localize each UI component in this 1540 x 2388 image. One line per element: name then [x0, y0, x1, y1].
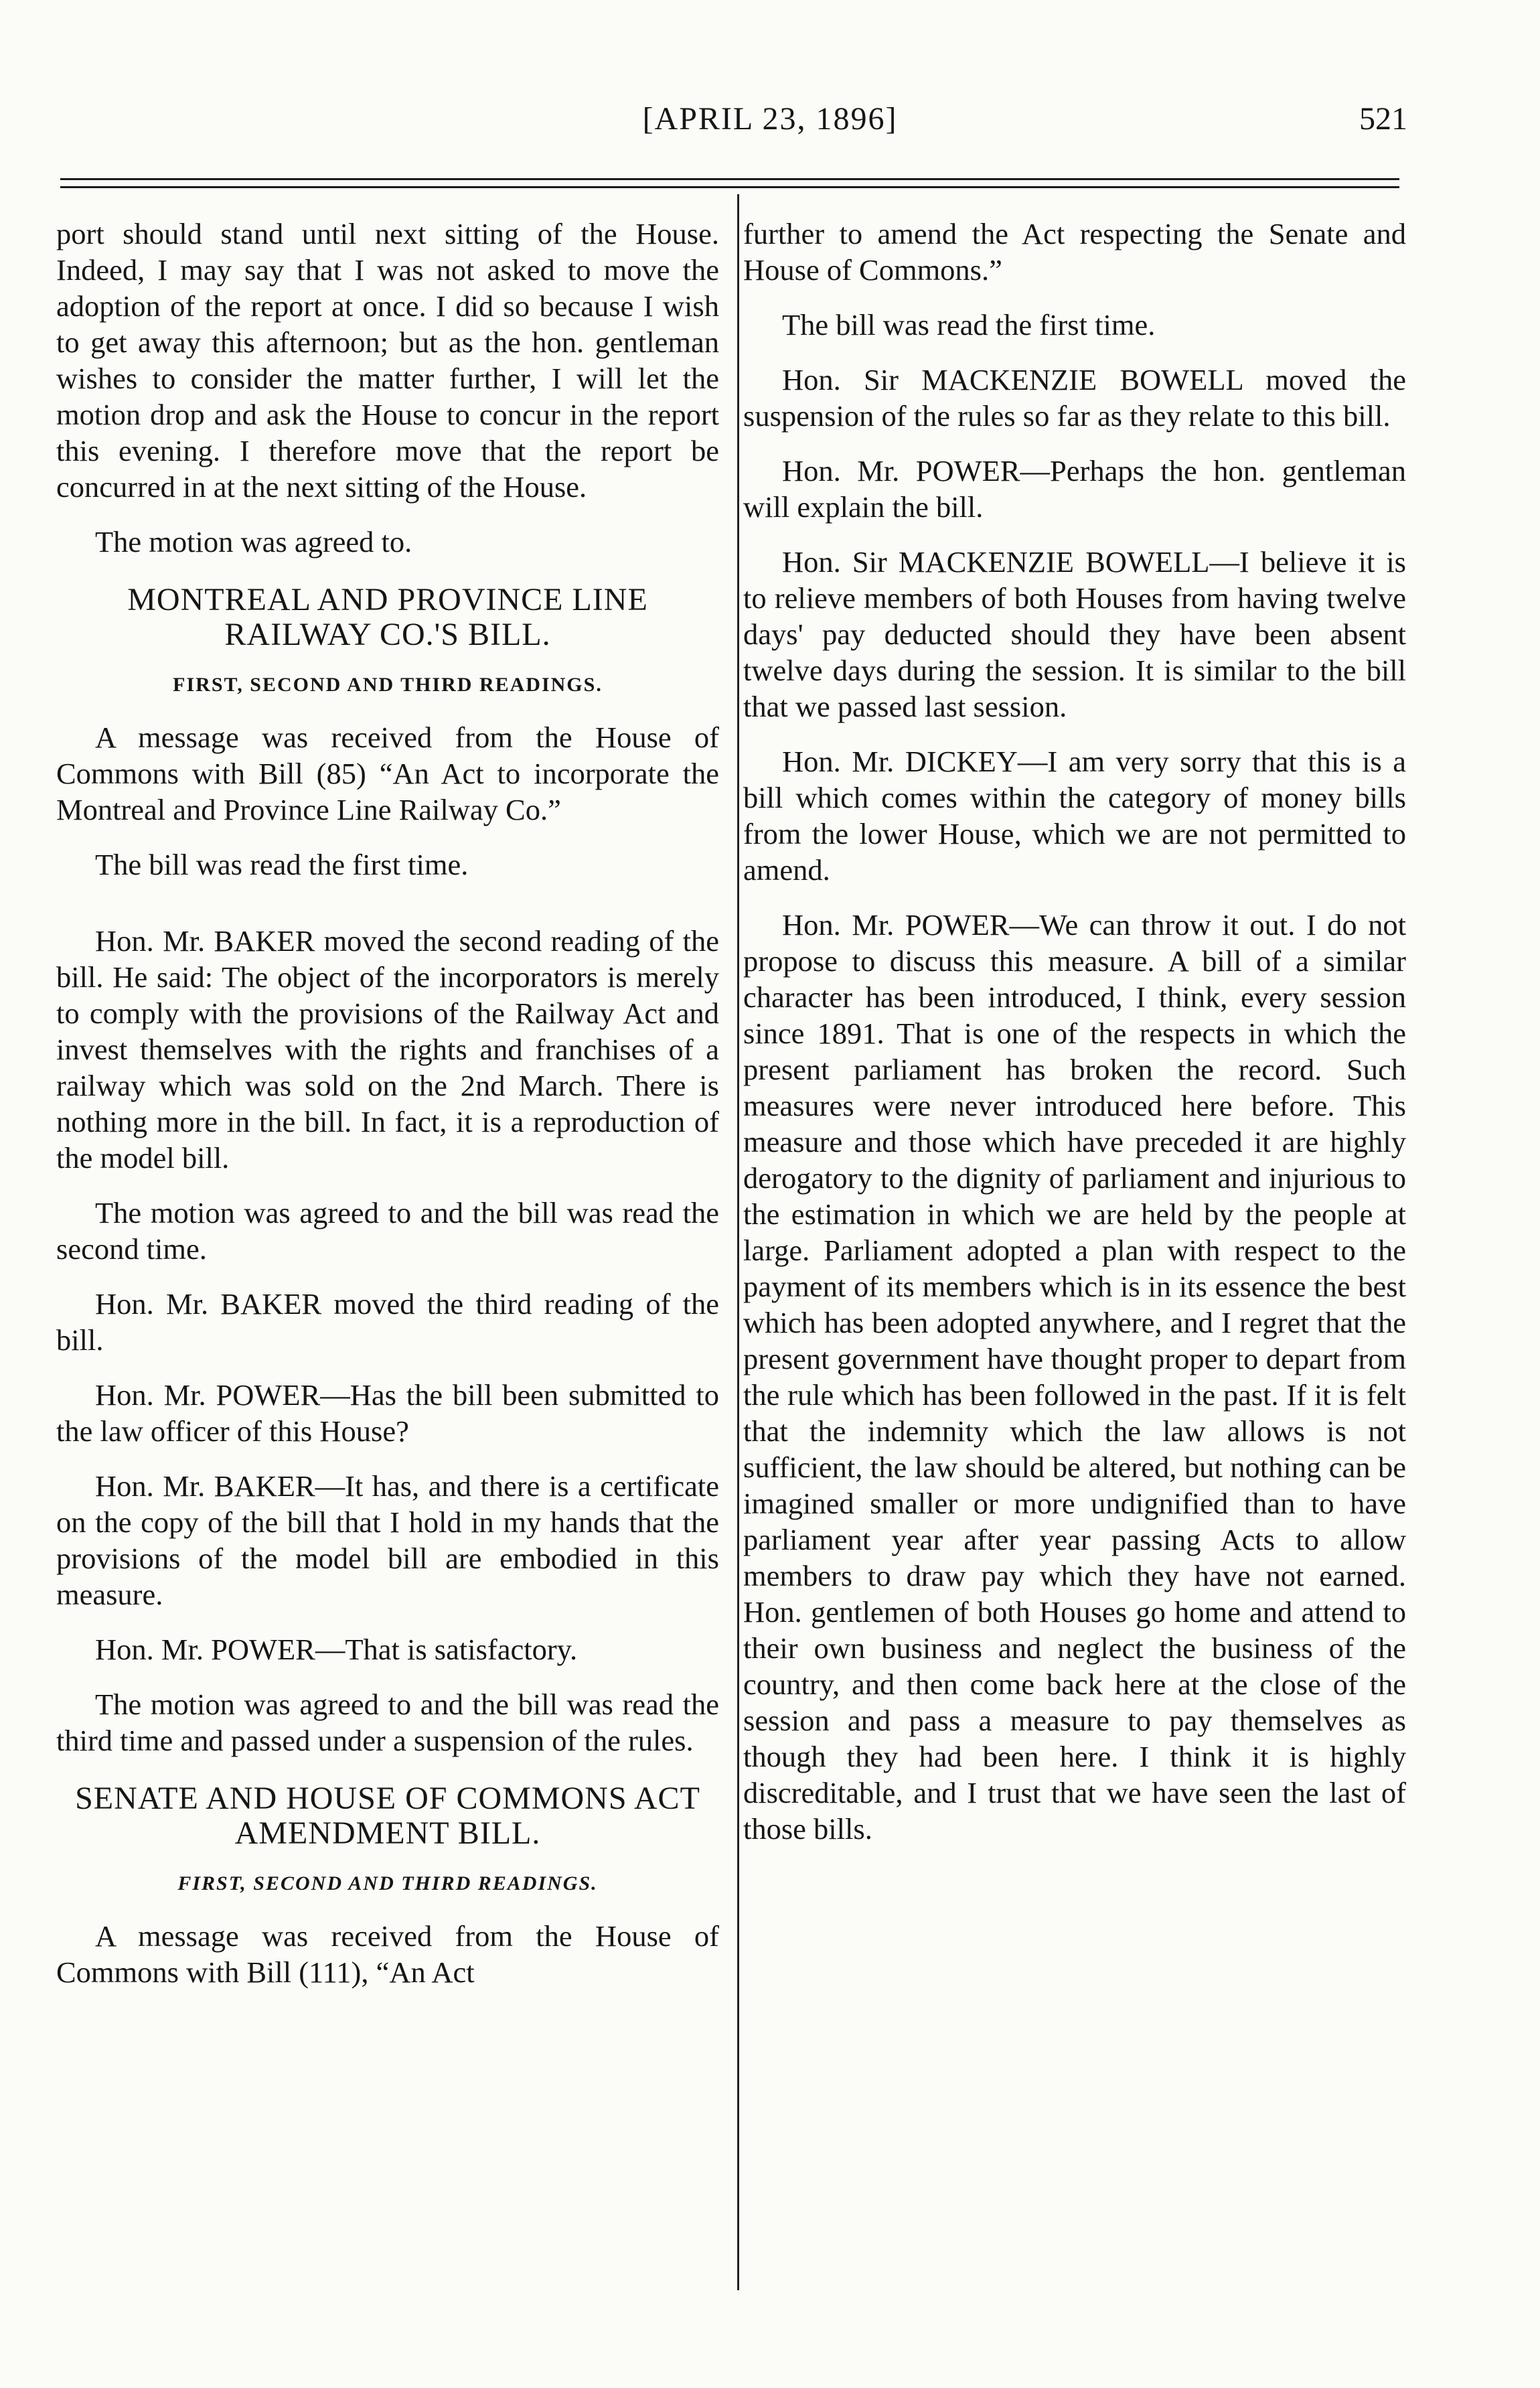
paragraph: A message was received from the House of Commons with Bill (85) “An Act to incorporate the Montreal and Province Line Railway Co.” — [56, 721, 719, 826]
paragraph: The bill was read the first time. — [782, 308, 1156, 342]
paragraph: Hon. Mr. POWER—We can throw it out. I do not propose to discuss this measure. A bill of a similar character has been introduced, I think, every session since 1891. That is one of the respects in which the present parliament has broken the record. Such measures were never introduced here before. This measure and those which have preceded it are highly derogatory to the dignity of parliament and injurious to the estimation in which we are held by the people at large. Parliament adopted a plan with respect to the payment of its members which is in its essence the best which has been adopted anywhere, and I regret that the present government have thought proper to depart from the rule which has been followed in the past. If it is felt that the indemnity which the law allows is not sufficient, the law should be altered, but nothing can be imagined smaller or more undignified than to have parliament year after year passing Acts to allow members to draw pay which they have not earned. Hon. gentlemen of both Houses go home and attend to their own business and neglect the business of the country, and then come back here at the close of the session and pass a measure to pay themselves as though they had been here. I think it is highly discreditable, and I trust that we have seen the last of those bills. — [743, 908, 1406, 1846]
right-column — [743, 216, 1406, 1866]
paragraph: Hon. Sir MACKENZIE BOWELL moved the suspension of the rules so far as they relate to this bill. — [743, 363, 1406, 433]
left-column — [56, 216, 719, 2009]
section-subheading: FIRST, SECOND AND THIRD READINGS. — [177, 1872, 598, 1894]
section-subheading: FIRST, SECOND AND THIRD READINGS. — [173, 674, 603, 696]
paragraph: Hon. Mr. POWER—Has the bill been submitted to the law officer of this House? — [56, 1378, 719, 1448]
paragraph: The motion was agreed to and the bill was read the second time. — [56, 1196, 719, 1266]
paragraph: The bill was read the first time. — [95, 848, 469, 881]
paragraph: The motion was agreed to. — [95, 525, 412, 558]
paragraph: port should stand until next sitting of the House. Indeed, I may say that I was not asked to move the adoption of the report at once. I did so because I wish to get away this afternoon; but as the hon. gentleman wishes to consider the matter further, I will let the motion drop and ask the House to concur in the report this evening. I therefore move that the report be concurred in at the next sitting of the House. — [56, 217, 719, 504]
page-number: 521 — [1359, 101, 1407, 137]
paragraph: Hon. Sir MACKENZIE BOWELL—I believe it is to relieve members of both Houses from having twelve days' pay deducted should they have been absent twelve days during the session. It is similar to the bill that we passed last session. — [743, 545, 1406, 723]
paragraph: Hon. Mr. POWER—Perhaps the hon. gentleman will explain the bill. — [743, 454, 1406, 524]
header-rule-top — [60, 178, 1399, 180]
paragraph: Hon. Mr. BAKER moved the third reading of the bill. — [56, 1287, 719, 1357]
section-heading: MONTREAL AND PROVINCE LINE RAILWAY CO.'S BILL. — [127, 582, 648, 652]
paragraph: The motion was agreed to and the bill was read the third time and passed under a suspension of the rules. — [56, 1688, 719, 1757]
page-header — [0, 100, 1540, 141]
paragraph: Hon. Mr. POWER—That is satisfactory. — [95, 1633, 578, 1666]
paragraph: further to amend the Act respecting the Senate and House of Commons.” — [743, 217, 1406, 287]
section-heading: SENATE AND HOUSE OF COMMONS ACT AMENDMENT BILL. — [75, 1781, 700, 1851]
paragraph: Hon. Mr. BAKER moved the second reading of the bill. He said: The object of the incorporators is merely to comply with the provisions of the Railway Act and invest themselves with the rights and franchises of a railway which was sold on the 2nd March. There is nothing more in the bill. In fact, it is a reproduction of the model bill. — [56, 924, 719, 1175]
page-date: [APRIL 23, 1896] — [642, 101, 898, 137]
paragraph: Hon. Mr. DICKEY—I am very sorry that this is a bill which comes within the category of money bills from the lower House, which we are not permitted to amend. — [743, 745, 1406, 887]
paragraph: A message was received from the House of Commons with Bill (111), “An Act — [56, 1919, 719, 1989]
header-rule-bottom — [60, 186, 1399, 188]
paragraph: Hon. Mr. BAKER—It has, and there is a certificate on the copy of the bill that I hold in my hands that the provisions of the model bill are embodied in this measure. — [56, 1469, 719, 1611]
column-divider — [737, 194, 739, 2290]
